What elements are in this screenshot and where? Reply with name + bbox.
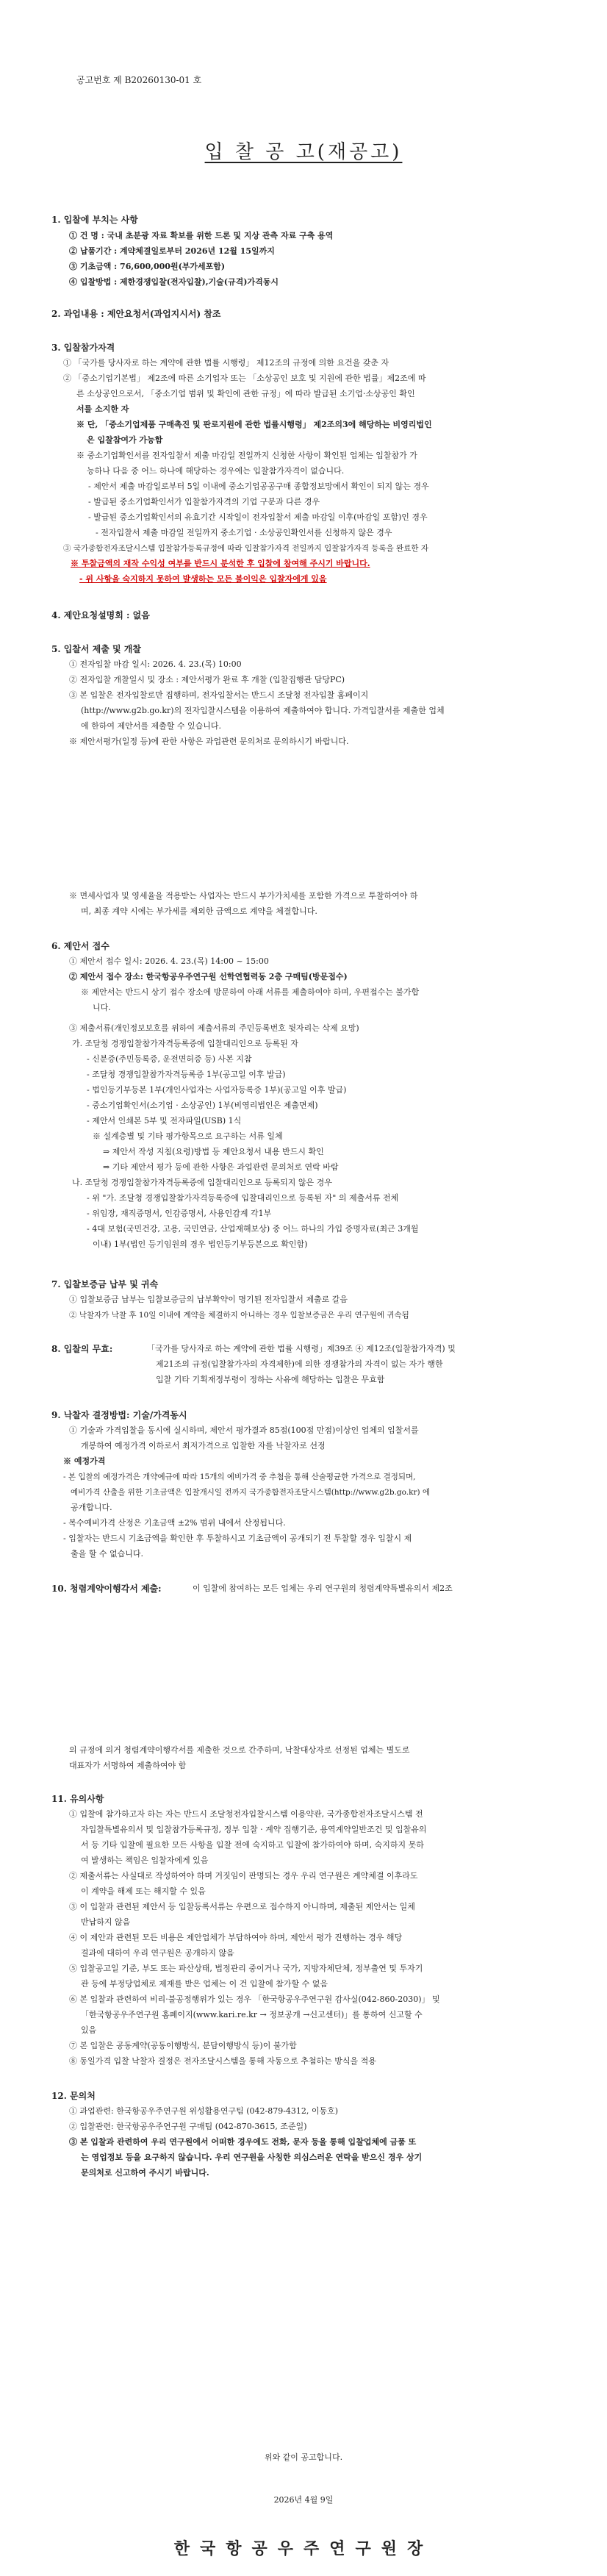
s3-line: ※ 단, 「중소기업제품 구매촉진 및 판로지원에 관한 법률시행령」 제2조의3에 해당하는 비영리법인 (76, 420, 432, 429)
s11-line: ① 입찰에 참가하고자 하는 자는 반드시 조달청전자입찰시스템 이용약관, 국가종합전자조달시스템 전 (69, 1809, 423, 1819)
s6-line: ③ 제출서류(개인정보보호를 위하여 제출서류의 주민등록번호 뒷자리는 삭제 요망) (69, 1023, 359, 1033)
s6-line: ② 제안서 접수 장소: 한국항공우주연구원 선학연협력동 2층 구매팀(방문접수) (69, 972, 348, 981)
s11-line: 반납하지 않음 (81, 1917, 131, 1927)
s12-line: ③ 본 입찰과 관련하여 우리 연구원에서 어떠한 경우에도 전화, 문자 등을 통해 입찰업체에 금품 또 (69, 2137, 417, 2147)
s3-line: 서를 소지한 자 (76, 404, 129, 414)
s6-line: 가. 조달청 경쟁입찰참가자격등록증에 입찰대리인으로 등록된 자 (72, 1039, 298, 1048)
s3-line: - 발급된 중소기업확인서의 유효기간 시작일이 전자입찰서 제출 마감일 이후(마감일 포함)인 경우 (88, 512, 428, 522)
section-8-heading: 8. 입찰의 무효: (51, 1344, 113, 1354)
s6-line: - 제안서 인쇄본 5부 및 전자파일(USB) 1식 (87, 1116, 242, 1126)
notice-number: 공고번호 제 B20260130-01 호 (76, 75, 202, 85)
s11-line: ② 제출서류는 사실대로 작성하여야 하며 거짓임이 판명되는 경우 우리 연구원은 계약체결 이후라도 (69, 1871, 418, 1881)
section-9-heading: 9. 낙찰자 결정방법: 기술/가격동시 (51, 1410, 187, 1420)
s1-item-4: ④ 입찰방법 : 제한경쟁입찰(전자입찰),기술(규격)가격동시 (69, 277, 279, 287)
s9-line: - 본 입찰의 예정가격은 개약예규에 따라 15개의 예비가격 중 추첨을 통해 산술평균한 가격으로 결정되며, (63, 1473, 416, 1481)
closing-text: 위와 같이 공고합니다. (264, 2452, 343, 2462)
section-5-heading: 5. 입찰서 제출 및 개찰 (51, 644, 141, 654)
s12-line: 문의처로 신고하여 주시기 바랍니다. (81, 2168, 209, 2178)
s6-line: ⇒ 제안서 작성 지침(요령)방법 등 제안요청서 내용 반드시 확인 (103, 1147, 324, 1156)
s3-line: ① 「국가를 당사자로 하는 계약에 관한 법률 시행령」 제12조의 규정에 의한 요건을 갖춘 자 (63, 358, 389, 368)
s11-line: 결과에 대하여 우리 연구원은 공개하지 않음 (81, 1948, 234, 1958)
s5-line: ③ 본 입찰은 전자입찰로만 집행하며, 전자입찰서는 반드시 조달청 전자입찰 홈페이지 (69, 690, 369, 700)
s11-line: 관 등에 부정당업체로 제재를 받은 업체는 이 건 입찰에 참가할 수 없음 (81, 1979, 328, 1989)
s6-line: - 조달청 경쟁입찰참가자격등록증 1부(공고일 이후 발급) (87, 1070, 286, 1079)
s3-line: ② 「중소기업기본법」 제2조에 따른 소기업자 또는 「소상공인 보호 및 지원에 관한 법률」제2조에 따 (63, 373, 426, 383)
s6-line: - 중소기업확인서(소기업 · 소상공인) 1부(비영리법인은 제출면제) (87, 1101, 318, 1110)
s8-line: 「국가를 당사자로 하는 계약에 관한 법률 시행령」제39조 ④ 제12조(입찰참가자격) 및 (147, 1344, 456, 1353)
s6-line: - 법인등기부등본 1부(개인사업자는 사업자등록증 1부)(공고일 이후 발급) (87, 1085, 347, 1095)
s11-line: 자입찰특별유의서 및 입찰참가등록규정, 정부 입찰 · 계약 집행기준, 용역계약일반조건 및 입찰유의 (81, 1825, 427, 1834)
s6-line: - 4대 보험(국민건강, 고용, 국민연금, 산업재해보상) 중 어느 하나의 가입 증명자료(최근 3개월 (87, 1224, 419, 1234)
s10-line: 대표자가 서명하여 제출하여야 함 (69, 1761, 187, 1770)
s3-line: 은 입찰참여가 가능함 (87, 435, 163, 445)
s3-line: - 전자입찰서 제출 마감일 전일까지 중소기업 · 소상공인확인서를 신청하지 않은 경우 (96, 528, 392, 537)
s11-line: ⑥ 본 입찰과 관련하여 비리·불공정행위가 있는 경우 「한국항공우주연구원 감사실(042-860-2030)」 및 (69, 1994, 440, 2004)
s11-line: ⑧ 동일가격 입찰 낙찰자 결정은 전자조달시스템을 통해 자동으로 추첨하는 방식을 적용 (69, 2056, 376, 2066)
section-6-heading: 6. 제안서 접수 (51, 941, 109, 951)
s12-line: ② 입찰관련: 한국항공우주연구원 구매팀 (042-870-3615, 조준일) (69, 2122, 307, 2131)
section-4-heading: 4. 제안요청설명회 : 없음 (51, 610, 150, 620)
s6-line: ※ 제안서는 반드시 상기 접수 장소에 방문하여 아래 서류를 제출하여야 하며, 우편접수는 불가합 (81, 987, 420, 997)
s6-line: - 위임장, 재직증명서, 인감증명서, 사용인감계 각1부 (87, 1209, 272, 1218)
s6-line: - 신분증(주민등록증, 운전면허증 등) 사본 지참 (87, 1054, 252, 1064)
s6-line: 이내) 1부(법인 등기임원의 경우 법인등기부등본으로 확인함) (93, 1239, 308, 1249)
issuer-name: 한국항공우주연구원장 (173, 2539, 434, 2558)
s12-line: ① 과업관련: 한국항공우주연구원 위성활용연구팀 (042-879-4312, 이동호) (69, 2106, 339, 2116)
s3-line: - 제안서 제출 마감일로부터 5일 이내에 중소기업공공구매 종합정보망에서 확인이 되지 않는 경우 (88, 482, 429, 491)
s11-line: ⑦ 본 입찰은 공동계약(공동이행방식, 분담이행방식 등)이 불가함 (69, 2041, 297, 2050)
s3-warning-sub: - 위 사항을 숙지하지 못하여 발생하는 모든 불이익은 입찰자에게 있음 (79, 574, 327, 584)
s3-warning: ※ 투찰금액의 재작 수익성 여부를 반드시 분석한 후 입찰에 참여해 주시기 바랍니다. (71, 559, 370, 568)
s5-line: 에 한하여 제안서를 제출할 수 있습니다. (81, 721, 221, 731)
page-title: 입 찰 공 고(재공고) (204, 141, 403, 163)
s1-item-1: ① 건 명 : 국내 초분광 자료 확보를 위한 드론 및 지상 관측 자료 구축 용역 (69, 231, 334, 240)
s12-line: 는 영업정보 등을 요구하지 않습니다. 우리 연구원을 사칭한 의심스러운 연락을 받으신 경우 상기 (81, 2153, 423, 2162)
s5-line: ※ 제안서평가(일정 등)에 관한 사항은 과업관련 문의처로 문의하시기 바랍니다. (69, 737, 349, 746)
s7-line: ① 입찰보증금 납부는 입찰보증금의 납부확약이 명기된 전자입찰서 제출로 갈음 (69, 1295, 348, 1304)
s8-line: 입찰 기타 기획재정부령이 정하는 사유에 해당하는 입찰은 무효함 (156, 1375, 385, 1384)
s1-item-2: ② 납품기간 : 계약체결일로부터 2026년 12월 15일까지 (69, 246, 275, 256)
s9-line: - 복수예비가격 산정은 기초금액 ±2% 범위 내에서 산정됩니다. (63, 1518, 286, 1528)
section-10-heading: 10. 청렴계약이행각서 제출: (51, 1584, 162, 1594)
s7-line: ② 낙찰자가 낙찰 후 10일 이내에 계약을 체결하지 아니하는 경우 입찰보증금은 우리 연구원에 귀속됨 (69, 1311, 409, 1320)
section-12-heading: 12. 문의처 (51, 2091, 96, 2101)
s9-line: ※ 예정가격 (63, 1456, 106, 1466)
s5-line: (http://www.g2b.go.kr)의 전자입찰시스템을 이용하여 제출하여야 합니다. 가격입찰서를 제출한 업체 (81, 706, 445, 715)
s9-line: ① 기술과 가격입찰을 동시에 실시하며, 제안서 평가결과 85점(100점 만점)이상인 업체의 입찰서를 (69, 1425, 419, 1435)
s6-line: ① 제안서 접수 일시: 2026. 4. 23.(목) 14:00 ~ 15:00 (69, 956, 269, 966)
s3-line: 른 소상공인으로서, 「중소기업 범위 및 확인에 관한 규정」에 따라 발급된 소기업·소상공인 확인 (76, 389, 415, 398)
section-1-heading: 1. 입찰에 부치는 사항 (51, 215, 138, 225)
s9-line: 개봉하여 예정가격 이하로서 최저가격으로 입찰한 자를 낙찰자로 선정 (81, 1441, 326, 1450)
s10-line: 의 규정에 의거 청렴계약이행각서를 제출한 것으로 간주하며, 낙찰대상자로 선정된 업체는 별도로 (69, 1745, 410, 1755)
s3-line: - 발급된 중소기업확인서가 입찰참가자격의 기업 구분과 다른 경우 (88, 497, 320, 507)
s11-line: ④ 이 제안과 관련된 모든 비용은 제안업체가 부담하여야 하며, 제안서 평가 진행하는 경우 해당 (69, 1933, 403, 1942)
s11-line: 있음 (81, 2025, 97, 2035)
s5-line: ② 전자입찰 개찰일시 및 장소 : 제안서평가 완료 후 개찰 (입찰집행관 담당PC) (69, 675, 345, 684)
s6-line: 니다. (93, 1003, 111, 1012)
s11-line: 여 발생하는 책임은 입찰자에게 있음 (81, 1856, 209, 1865)
s11-line: ⑤ 입찰공고일 기준, 부도 또는 파산상태, 법정관리 중이거나 국가, 지방자체단체, 정부출연 및 투자기 (69, 1964, 423, 1973)
s6-line: ⇒ 기타 제안서 평가 등에 관한 사항은 과업관련 문의처로 연락 바람 (103, 1162, 339, 1172)
section-2-heading: 2. 과업내용 : 제안요청서(과업지시서) 참조 (51, 309, 221, 319)
s3-line: ※ 중소기업확인서를 전자입찰서 제출 마감일 전일까지 신청한 사항이 확인된 업체는 입찰참가 가 (76, 451, 417, 460)
s11-line: 서 등 기타 입찰에 필요한 모든 사항을 입찰 전에 숙지하고 입찰에 참가하여야 하며, 숙지하지 못하 (81, 1840, 424, 1850)
notice-date: 2026년 4월 9일 (273, 2495, 334, 2505)
section-3-heading: 3. 입찰참가자격 (51, 343, 115, 353)
s6-line: - 위 "가. 조달청 경쟁입찰참가자격등록증에 입찰대리인으로 등록된 자" 의 제출서류 전체 (87, 1193, 399, 1203)
s3-line: ③ 국가종합전자조달시스템 입찰참가등록규정에 따라 입찰참가자격 전일까지 입찰참가자격 등록을 완료한 자 (63, 544, 428, 553)
s1-item-3: ③ 기초금액 : 76,600,000원(부가세포함) (69, 262, 226, 271)
s10-rest: 이 입찰에 참여하는 모든 업체는 우리 연구원의 청렴계약특별유의서 제2조 (193, 1584, 453, 1593)
s9-line: 공개합니다. (71, 1503, 112, 1512)
s6-line: ※ 설계층별 및 기타 평가항목으로 요구하는 서류 일체 (93, 1131, 283, 1141)
vat-note: ※ 면세사업자 및 영세율을 적용받는 사업자는 반드시 부가가치세를 포함한 가격으로 투찰하여야 하 (69, 891, 418, 901)
s9-line: - 입찰자는 반드시 기초금액을 확인한 후 투찰하시고 기초금액이 공개되기 전 투찰할 경우 입찰시 제 (63, 1534, 412, 1543)
s11-line: ③ 이 입찰과 관련된 제안서 등 입찰등록서류는 우편으로 접수하지 아니하며, 제출된 제안서는 일체 (69, 1902, 415, 1911)
s9-line: 출을 할 수 없습니다. (71, 1549, 143, 1559)
section-7-heading: 7. 입찰보증금 납부 및 귀속 (51, 1279, 159, 1289)
s9-line: 예비가격 산출을 위한 기초금액은 입찰개시일 전까지 국가종합전자조달시스템(http://www.g2b.go.kr) 에 (71, 1488, 431, 1497)
s11-line: 이 계약을 해제 또는 해지할 수 있음 (81, 1886, 206, 1896)
s3-line: 능하나 다음 중 어느 하나에 해당하는 경우에는 입찰참가자격이 없습니다. (87, 466, 345, 476)
s11-line: 「한국항공우주연구원 홈페이지(www.kari.re.kr → 정보공개 →신고센터)」를 통하여 신고할 수 (81, 2010, 423, 2019)
section-11-heading: 11. 유의사항 (51, 1794, 104, 1804)
s6-line: 나. 조달청 경쟁입찰참가자격등록증에 입찰대리인으로 등록되지 않은 경우 (72, 1178, 332, 1187)
s8-line: 제21조의 규정(입찰참가자의 자격제한)에 의한 경쟁참가의 자격이 없는 자가 행한 (156, 1359, 443, 1369)
vat-note: 며, 최종 계약 시에는 부가세를 제외한 금액으로 계약을 체결합니다. (81, 906, 317, 916)
s5-line: ① 전자입찰 마감 일시: 2026. 4. 23.(목) 10:00 (69, 659, 242, 669)
